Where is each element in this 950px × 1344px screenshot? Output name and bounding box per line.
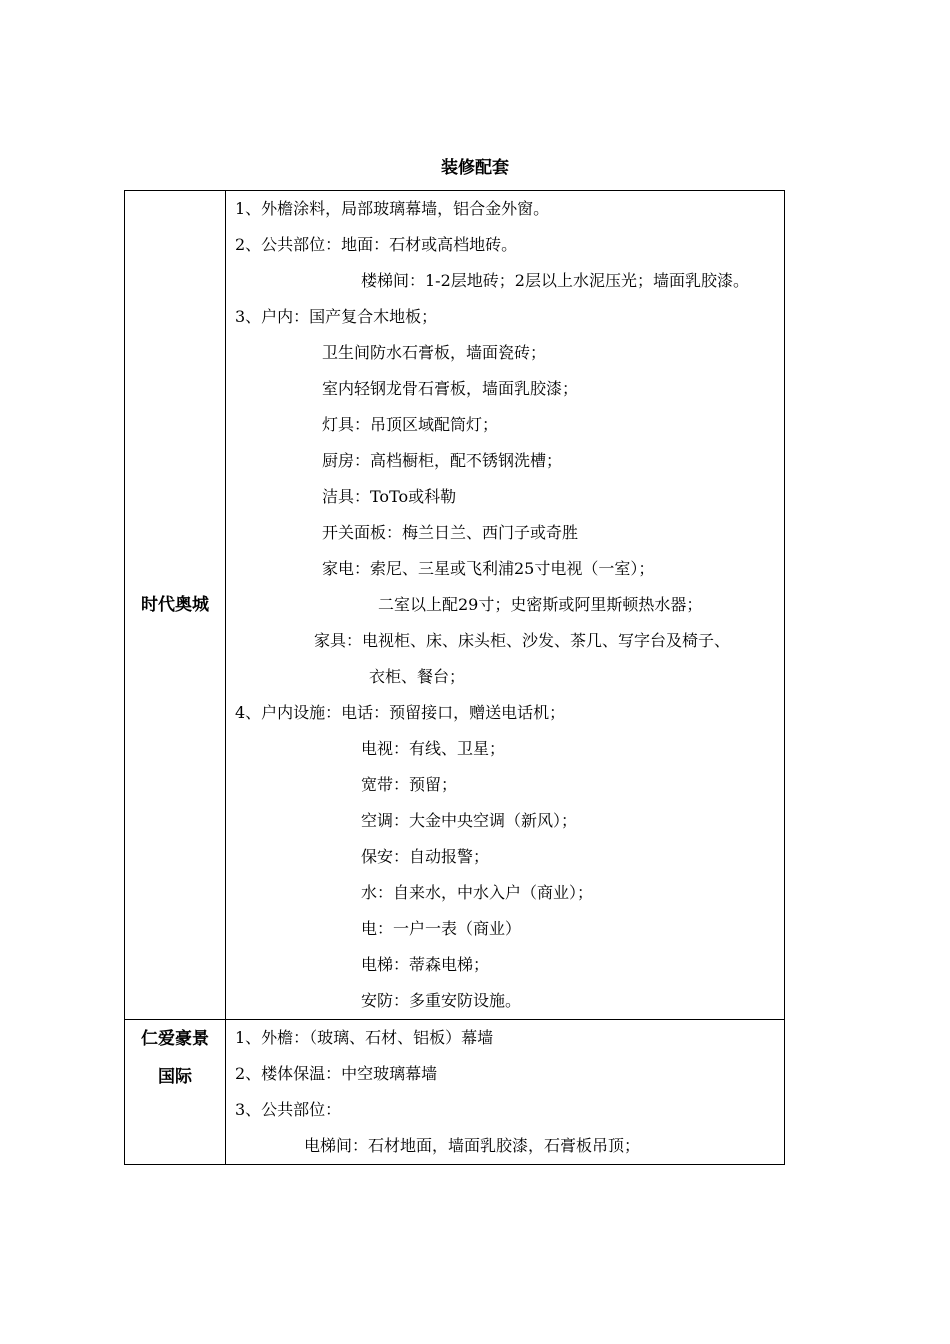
spec-line: 2、楼体保温：中空玻璃幕墙 xyxy=(235,1064,438,1083)
spec-line: 3、户内：国产复合木地板； xyxy=(235,307,438,326)
spec-line: 4、户内设施：电话：预留接口，赠送电话机； xyxy=(235,703,566,722)
spec-line: 洁具：ToTo或科勒 xyxy=(322,487,457,506)
spec-line-text: 楼梯间：1-2层地砖；2层以上水泥压光；墙面乳胶漆。 xyxy=(361,271,749,290)
project-name-cell xyxy=(125,1020,226,1165)
project-name: 国际 xyxy=(158,1067,192,1087)
spec-line: 1、外檐：（玻璃、石材、铝板）幕墙 xyxy=(235,1028,494,1047)
spec-line: 电视：有线、卫星； xyxy=(361,739,506,758)
spec-line: 2、公共部位：地面：石材或高档地砖。 xyxy=(235,235,518,254)
spec-line: 宽带：预留； xyxy=(361,775,458,794)
spec-line: 3、公共部位： xyxy=(235,1100,342,1119)
project-name: 时代奥城 xyxy=(141,595,209,615)
spec-line: 家电：索尼、三星或飞利浦25寸电视（一室）； xyxy=(322,559,655,578)
spec-line: 电梯：蒂森电梯； xyxy=(361,955,490,974)
specification-table xyxy=(124,190,785,1165)
project-name-cell xyxy=(125,191,226,1020)
spec-line: 衣柜、餐台； xyxy=(369,667,466,686)
spec-line: 电梯间：石材地面，墙面乳胶漆，石膏板吊顶； xyxy=(304,1136,641,1155)
spec-line: 保安：自动报警； xyxy=(361,847,490,866)
spec-line: 空调：大金中央空调（新风）； xyxy=(361,811,578,830)
spec-line: 水：自来水，中水入户（商业）； xyxy=(361,883,594,902)
project-spec-cell xyxy=(226,1020,785,1165)
table-row xyxy=(125,1020,785,1165)
spec-line: 室内轻钢龙骨石膏板，墙面乳胶漆； xyxy=(322,379,579,398)
spec-line: 卫生间防水石膏板，墙面瓷砖； xyxy=(322,343,547,362)
spec-line: 1、外檐涂料，局部玻璃幕墙，铝合金外窗。 xyxy=(235,199,550,218)
page-title: 装修配套 xyxy=(441,158,509,178)
spec-line: 电：一户一表（商业） xyxy=(361,919,522,938)
spec-line: 灯具：吊顶区域配筒灯； xyxy=(322,415,499,434)
spec-line: 家具：电视柜、床、床头柜、沙发、茶几、写字台及椅子、 xyxy=(314,631,731,650)
spec-line: 二室以上配29寸；史密斯或阿里斯顿热水器； xyxy=(378,595,703,614)
spec-line: 厨房：高档橱柜，配不锈钢洗槽； xyxy=(322,451,563,470)
project-name: 仁爱豪景 xyxy=(141,1029,209,1049)
spec-line-wrapped xyxy=(226,263,784,299)
spec-line: 开关面板：梅兰日兰、西门子或奇胜 xyxy=(322,523,579,542)
project-spec-cell xyxy=(226,191,785,1020)
spec-line: 安防：多重安防设施。 xyxy=(361,991,522,1010)
table-row xyxy=(125,191,785,1020)
